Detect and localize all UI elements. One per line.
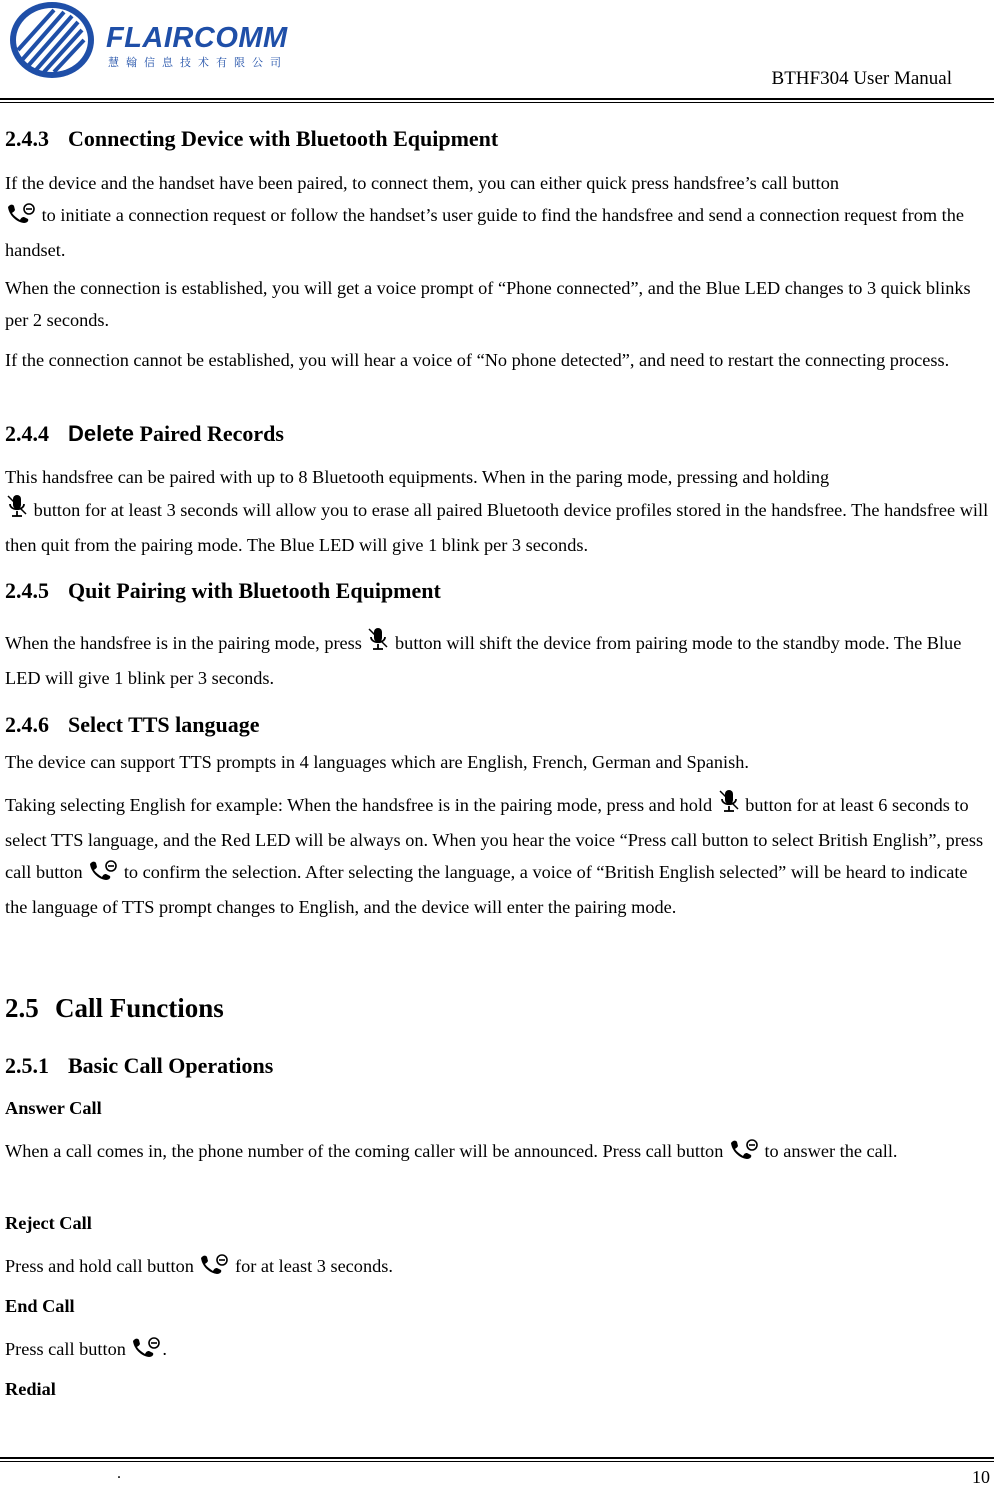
text: . [162, 1339, 167, 1359]
heading-text: Paired Records [134, 421, 284, 446]
text: When a call comes in, the phone number of the coming caller will be announced. Press call button [5, 1141, 728, 1161]
paragraph-end-call [5, 1333, 990, 1368]
heading-2-4-6 [5, 712, 260, 738]
footer-rule-thin [0, 1461, 994, 1462]
heading-number: 2.4.6 [5, 712, 49, 737]
document-title: BTHF304 User Manual [771, 68, 952, 89]
heading-2-4-5 [5, 578, 441, 604]
text: for at least 3 seconds. [230, 1256, 393, 1276]
heading-text: Connecting Device with Bluetooth Equipment [68, 126, 499, 151]
heading-2-5 [5, 993, 224, 1024]
paragraph-2-4-6-1: The device can support TTS prompts in 4 languages which are English, French, German and Spanish. [5, 752, 749, 772]
text: Press and hold call button [5, 1256, 199, 1276]
paragraph-answer-call [5, 1135, 990, 1170]
footer-mark: . [117, 1465, 121, 1482]
paragraph-2-4-6-2 [5, 788, 990, 923]
text: button for at least 3 seconds will allow you to erase all paired Bluetooth device profiles stored in the handsfree. The handsfree will then quit from the pairing mode. The Blue LED will give 1 blink per 3 seconds. [5, 500, 989, 555]
text: to answer the call. [759, 1141, 898, 1161]
heading-number: 2.4.5 [5, 578, 49, 603]
label-redial: Redial [5, 1379, 56, 1399]
call-button-icon [87, 859, 119, 891]
text: to confirm the selection. After selecting the language, a voice of “British English selected” will be heard to indicate the language of TTS prompt changes to English, and the device will enter the pairing mode. [5, 862, 968, 917]
heading-number: 2.4.4 [5, 421, 49, 446]
call-button-icon [130, 1336, 162, 1368]
label-reject-call: Reject Call [5, 1213, 92, 1233]
text: button will shift the device from pairing mode to the standby mode. The Blue LED will give 1 blink per 3 seconds. [5, 633, 962, 688]
mic-button-icon [366, 626, 390, 662]
heading-number: 2.5 [5, 993, 39, 1023]
text: This handsfree can be paired with up to 8 Bluetooth equipments. When in the paring mode, pressing and holding [5, 467, 830, 487]
heading-text: Select TTS language [68, 712, 260, 737]
text: Press call button [5, 1339, 131, 1359]
heading-text: Basic Call Operations [68, 1053, 274, 1078]
call-button-icon [728, 1138, 760, 1170]
heading-2-4-4 [5, 421, 284, 447]
footer-rule [0, 1457, 994, 1459]
mic-button-icon [5, 493, 29, 529]
label-answer-call: Answer Call [5, 1098, 102, 1118]
company-logo [6, 0, 306, 92]
heading-text: Quit Pairing with Bluetooth Equipment [68, 578, 441, 603]
text: button for at least 6 seconds to select TTS language, and the Red LED will be always on. When you hear the voice “Press call button to select British English”, press call button [5, 795, 984, 882]
call-button-icon [5, 202, 37, 234]
text: When the handsfree is in the pairing mode, press [5, 633, 367, 653]
heading-number: 2.4.3 [5, 126, 49, 151]
heading-text: Call Functions [55, 993, 224, 1023]
logo-globe-icon [6, 0, 102, 90]
label-end-call: End Call [5, 1296, 75, 1316]
paragraph-2-4-5-1 [5, 626, 990, 694]
heading-number: 2.5.1 [5, 1053, 49, 1078]
heading-2-5-1 [5, 1053, 273, 1079]
heading-word: Delete [68, 421, 135, 446]
paragraph-reject-call [5, 1250, 990, 1285]
call-button-icon [198, 1253, 230, 1285]
logo-name: FLAIRCOMM [106, 22, 288, 54]
header-rule [0, 98, 994, 100]
paragraph-2-4-3-2: When the connection is established, you will get a voice prompt of “Phone connected”, and the Blue LED changes to 3 quick blinks per 2 seconds. [5, 278, 971, 330]
text: to initiate a connection request or follow the handset’s user guide to find the handsfree and send a connection request from the handset. [5, 205, 964, 260]
heading-2-4-3 [5, 126, 498, 152]
logo-subtitle: 慧翰信息技术有限公司 [108, 56, 288, 69]
text: Taking selecting English for example: When the handsfree is in the pairing mode, press and hold [5, 795, 717, 815]
page-number: 10 [972, 1467, 990, 1487]
paragraph-2-4-3-3: If the connection cannot be established, you will hear a voice of “No phone detected”, and need to restart the connecting process. [5, 350, 950, 370]
mic-button-icon [717, 788, 741, 824]
text: If the device and the handset have been paired, to connect them, you can either quick press handsfree’s call button [5, 173, 840, 193]
header-rule-thin [0, 102, 994, 103]
paragraph-2-4-4-1 [5, 461, 990, 561]
paragraph-2-4-3-1 [5, 167, 990, 266]
